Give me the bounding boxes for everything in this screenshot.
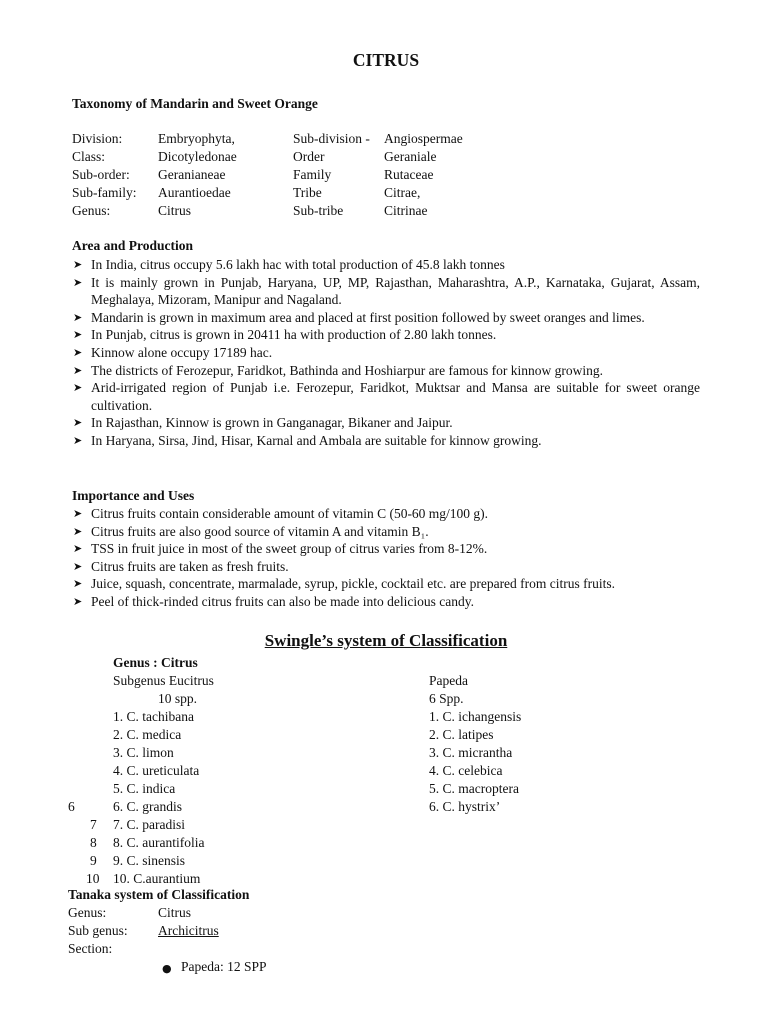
species-margin-number: 8 xyxy=(90,835,97,850)
taxonomy-cell: Sub-order: xyxy=(72,167,130,182)
list-item-text: In Punjab, citrus is grown in 20411 ha with production of 2.80 lakh tonnes. xyxy=(91,327,497,343)
tanaka-subgenus-value: Archicitrus xyxy=(158,923,219,938)
arrow-bullet-icon: ➤ xyxy=(73,433,83,447)
species-item: 3. C. micrantha xyxy=(429,745,513,760)
species-item: 1. C. tachibana xyxy=(113,709,194,724)
list-item-text: Arid-irrigated region of Punjab i.e. Ferozepur, Faridkot, Muktsar and Mansa are suitable for sweet orange cultivation. xyxy=(91,380,700,413)
arrow-bullet-icon: ➤ xyxy=(73,381,83,395)
list-item-text: Kinnow alone occupy 17189 hac. xyxy=(91,344,273,360)
species-item: 7. C. paradisi xyxy=(113,817,185,832)
taxonomy-cell: Family xyxy=(293,167,332,182)
swingle-right-title: Papeda xyxy=(429,673,468,688)
arrow-bullet-icon: ➤ xyxy=(73,524,83,538)
taxonomy-heading: Taxonomy of Mandarin and Sweet Orange xyxy=(72,96,318,111)
swingle-left-title: Subgenus Eucitrus xyxy=(113,673,214,688)
bullet-icon: ● xyxy=(162,962,172,975)
list-item-text: TSS in fruit juice in most of the sweet group of citrus varies from 8-12%. xyxy=(91,541,488,557)
swingle-right-count: 6 Spp. xyxy=(429,691,464,706)
swingle-left-count: 10 spp. xyxy=(158,691,198,706)
taxonomy-cell: Sub-division - xyxy=(293,131,370,146)
list-item xyxy=(72,505,700,523)
arrow-bullet-icon: ➤ xyxy=(73,363,83,377)
arrow-bullet-icon: ➤ xyxy=(73,258,83,271)
uses-list xyxy=(72,505,700,611)
species-item: 3. C. limon xyxy=(113,745,174,760)
taxonomy-cell: Dicotyledonae xyxy=(158,149,237,164)
list-item xyxy=(72,379,700,414)
arrow-bullet-icon: ➤ xyxy=(73,542,83,556)
list-item-text: The districts of Ferozepur, Faridkot, Bathinda and Hoshiarpur are famous for kinnow growing. xyxy=(91,362,603,378)
species-item: 9. C. sinensis xyxy=(113,853,186,868)
list-item xyxy=(72,558,700,576)
swingle-heading: Swingle’s system of Classification xyxy=(264,631,508,650)
list-item-text: Citrus fruits contain considerable amount of vitamin C (50-60 mg/100 g). xyxy=(91,506,489,521)
list-item xyxy=(72,362,700,380)
list-item-text: In India, citrus occupy 5.6 lakh hac with total production of 45.8 lakh tonnes xyxy=(91,257,505,272)
list-item-text: Juice, squash, concentrate, marmalade, syrup, pickle, cocktail etc. are prepared from citrus fruits. xyxy=(91,576,616,592)
page-title: CITRUS xyxy=(352,50,420,70)
taxonomy-cell: Sub-tribe xyxy=(293,203,344,218)
species-item: 5. C. indica xyxy=(113,781,176,796)
taxonomy-cell: Class: xyxy=(72,149,106,164)
arrow-bullet-icon: ➤ xyxy=(73,310,83,324)
arrow-bullet-icon: ➤ xyxy=(73,507,83,520)
taxonomy-cell: Genus: xyxy=(72,203,111,218)
species-item: 10. C.aurantium xyxy=(113,871,201,886)
taxonomy-cell: Angiospermae xyxy=(384,131,463,146)
taxonomy-cell: Citrinae xyxy=(384,203,428,218)
swingle-genus: Genus : Citrus xyxy=(113,655,198,670)
species-item: 4. C. celebica xyxy=(429,763,503,778)
species-margin-number: 7 xyxy=(90,817,97,832)
species-item: 2. C. medica xyxy=(113,727,182,742)
tanaka-section-label: Section: xyxy=(68,941,113,956)
species-item: 2. C. latipes xyxy=(429,727,494,742)
list-item xyxy=(72,414,700,432)
taxonomy-cell: Embryophyta, xyxy=(158,131,235,146)
tanaka-heading: Tanaka system of Classification xyxy=(68,887,250,902)
species-item: 5. C. macroptera xyxy=(429,781,519,796)
taxonomy-cell: Aurantioedae xyxy=(158,185,231,200)
list-item-text: It is mainly grown in Punjab, Haryana, UP, MP, Rajasthan, Maharashtra, A.P., Karnataka, Gujarat, Assam, Meghalaya, Mizoram, Manipur and Nagaland. xyxy=(91,274,700,308)
arrow-bullet-icon: ➤ xyxy=(73,577,83,591)
list-item-text: In Rajasthan, Kinnow is grown in Ganganagar, Bikaner and Jaipur. xyxy=(91,415,453,431)
arrow-bullet-icon: ➤ xyxy=(73,275,83,289)
taxonomy-cell: Citrus xyxy=(158,203,192,218)
species-item: 4. C. ureticulata xyxy=(113,763,200,778)
area-heading: Area and Production xyxy=(72,238,194,253)
taxonomy-cell: Tribe xyxy=(293,185,322,200)
arrow-bullet-icon: ➤ xyxy=(73,559,83,573)
list-item xyxy=(72,326,700,344)
species-item: 6. C. hystrix’ xyxy=(429,799,501,814)
list-item xyxy=(72,309,700,327)
area-list xyxy=(72,256,700,450)
taxonomy-cell: Division: xyxy=(72,131,123,146)
list-item xyxy=(72,540,700,558)
arrow-bullet-icon: ➤ xyxy=(73,328,83,342)
taxonomy-cell: Citrae, xyxy=(384,185,421,200)
list-item xyxy=(72,593,700,611)
tanaka-genus-label: Genus: xyxy=(68,905,107,920)
list-item-text: Peel of thick-rinded citrus fruits can also be made into delicious candy. xyxy=(91,593,475,609)
list-item-text: In Haryana, Sirsa, Jind, Hisar, Karnal and Ambala are suitable for kinnow growing. xyxy=(91,432,542,448)
tanaka-subgenus-label: Sub genus: xyxy=(68,923,128,938)
arrow-bullet-icon: ➤ xyxy=(73,345,83,359)
list-item-text: Mandarin is grown in maximum area and placed at first position followed by sweet oranges and limes. xyxy=(91,309,645,325)
taxonomy-cell: Geraniale xyxy=(384,149,437,164)
list-item xyxy=(72,256,700,274)
species-item: 6. C. grandis xyxy=(113,799,182,814)
list-item xyxy=(72,432,700,450)
taxonomy-cell: Order xyxy=(293,149,325,164)
tanaka-bullet-text: Papeda: 12 SPP xyxy=(181,959,267,974)
species-margin-number: 10 xyxy=(86,871,100,886)
uses-heading: Importance and Uses xyxy=(72,488,195,503)
arrow-bullet-icon: ➤ xyxy=(73,594,83,608)
taxonomy-cell: Sub-family: xyxy=(72,185,137,200)
list-item xyxy=(72,344,700,362)
species-item: 1. C. ichangensis xyxy=(429,709,522,724)
list-item-text: Citrus fruits are taken as fresh fruits. xyxy=(91,558,289,574)
species-margin-number: 6 xyxy=(68,799,75,814)
species-margin-number: 9 xyxy=(90,853,97,868)
species-item: 8. C. aurantifolia xyxy=(113,835,205,850)
list-item xyxy=(72,523,700,541)
list-item-text: Citrus fruits are also good source of vitamin A and vitamin B₁. xyxy=(91,523,429,539)
list-item xyxy=(72,575,700,593)
taxonomy-cell: Geranianeae xyxy=(158,167,226,182)
taxonomy-cell: Rutaceae xyxy=(384,167,434,182)
tanaka-genus-value: Citrus xyxy=(158,905,192,920)
list-item xyxy=(72,274,700,309)
arrow-bullet-icon: ➤ xyxy=(73,416,83,430)
